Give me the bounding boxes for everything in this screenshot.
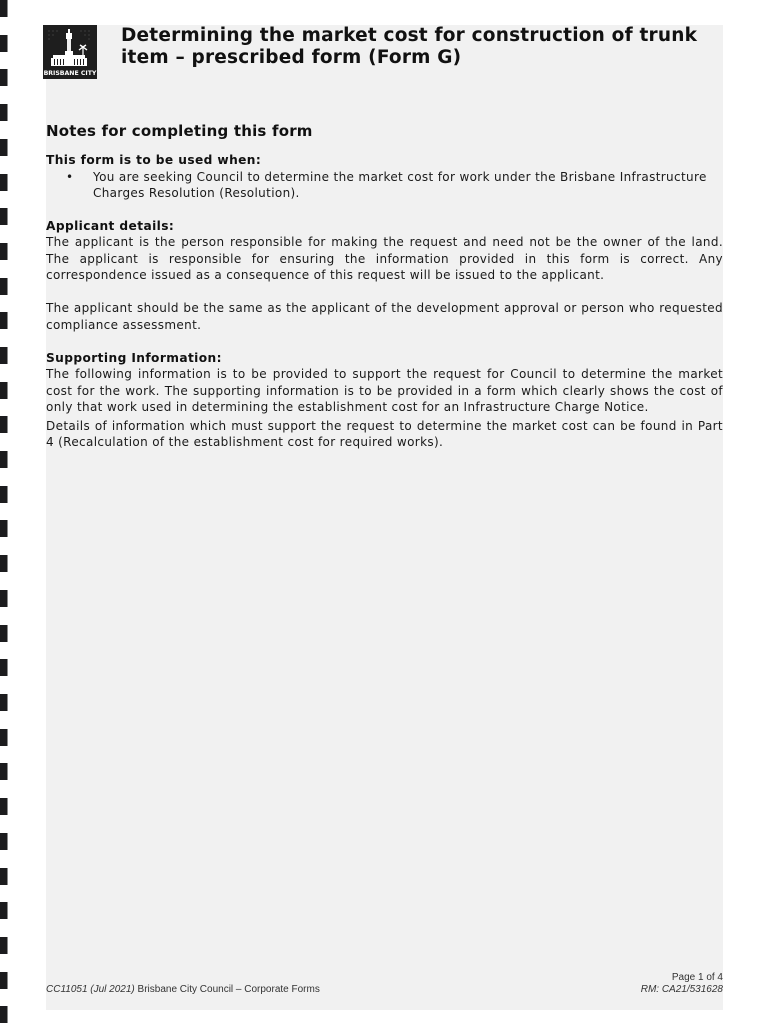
edge-dash [0,35,8,52]
page-number: Page 1 of 4 [671,972,723,983]
edge-dash [0,520,8,537]
edge-dash [0,937,8,954]
edge-dash [0,347,8,364]
edge-dash [0,798,8,815]
page-title: Determining the market cost for construction of trunk item – prescribed form (Form G) [121,25,698,68]
edge-dash [0,625,8,642]
footer-org: Brisbane City Council – Corporate Forms [137,984,320,995]
page-edge-dashes [0,0,8,1024]
edge-dash [0,729,8,746]
edge-dash [0,382,8,399]
supporting-paragraph-1: The following information is to be provided to support the request for Council to determine the market cost for the work. The supporting information is to be provided in a form which clearly shows the cost of only that work used in determining the establishment cost for an Infrastructure Charge Notice. [46,367,723,414]
edge-dash [0,174,8,191]
edge-dash [0,659,8,676]
supporting-paragraph-2: Details of information which must support the request to determine the market cost can be found in Part 4 (Recalculation of the establishment cost for required works). [46,419,723,450]
edge-dash [0,972,8,989]
edge-dash [0,1006,8,1023]
edge-dash [0,0,8,17]
record-number: RM: CA21/531628 [640,984,723,995]
bullet-icon: • [66,169,74,184]
edge-dash [0,694,8,711]
city-hall-icon [43,25,97,79]
applicant-paragraph-2: The applicant should be the same as the applicant of the development approval or person who requested compliance assessment. [46,301,723,332]
edge-dash [0,486,8,503]
edge-dash [0,69,8,86]
form-code: CC11051 (Jul 2021) [46,984,135,995]
supporting-heading: Supporting Information: [46,350,222,365]
svg-text:BRISBANE CITY: BRISBANE CITY [43,70,97,77]
edge-dash [0,555,8,572]
edge-dash [0,833,8,850]
footer-left [46,984,320,995]
edge-dash [0,902,8,919]
form-page [43,25,723,1010]
list-item [66,169,723,202]
edge-dash [0,868,8,885]
edge-dash [0,763,8,780]
footer-right [641,972,723,996]
applicant-heading: Applicant details: [46,219,175,234]
edge-dash [0,139,8,156]
edge-dash [0,208,8,225]
edge-dash [0,312,8,329]
when-heading: This form is to be used when: [46,153,262,168]
bullet-text: You are seeking Council to determine the market cost for work under the Brisbane Infrastructure Charges Resolution (Resolution). [93,169,707,200]
applicant-paragraph-1: The applicant is the person responsible for making the request and need not be the owner of the land. The applicant is responsible for ensuring the information provided in this form is correct. Any correspondence issued as a consequence of this request will be issued to the applicant. [46,235,723,283]
edge-dash [0,416,8,433]
brisbane-city-logo [43,25,97,79]
edge-dash [0,243,8,260]
edge-dash [0,278,8,295]
notes-section [46,123,723,451]
edge-dash [0,451,8,468]
edge-dash [0,590,8,607]
notes-heading: Notes for completing this form [46,122,313,140]
edge-dash [0,104,8,121]
